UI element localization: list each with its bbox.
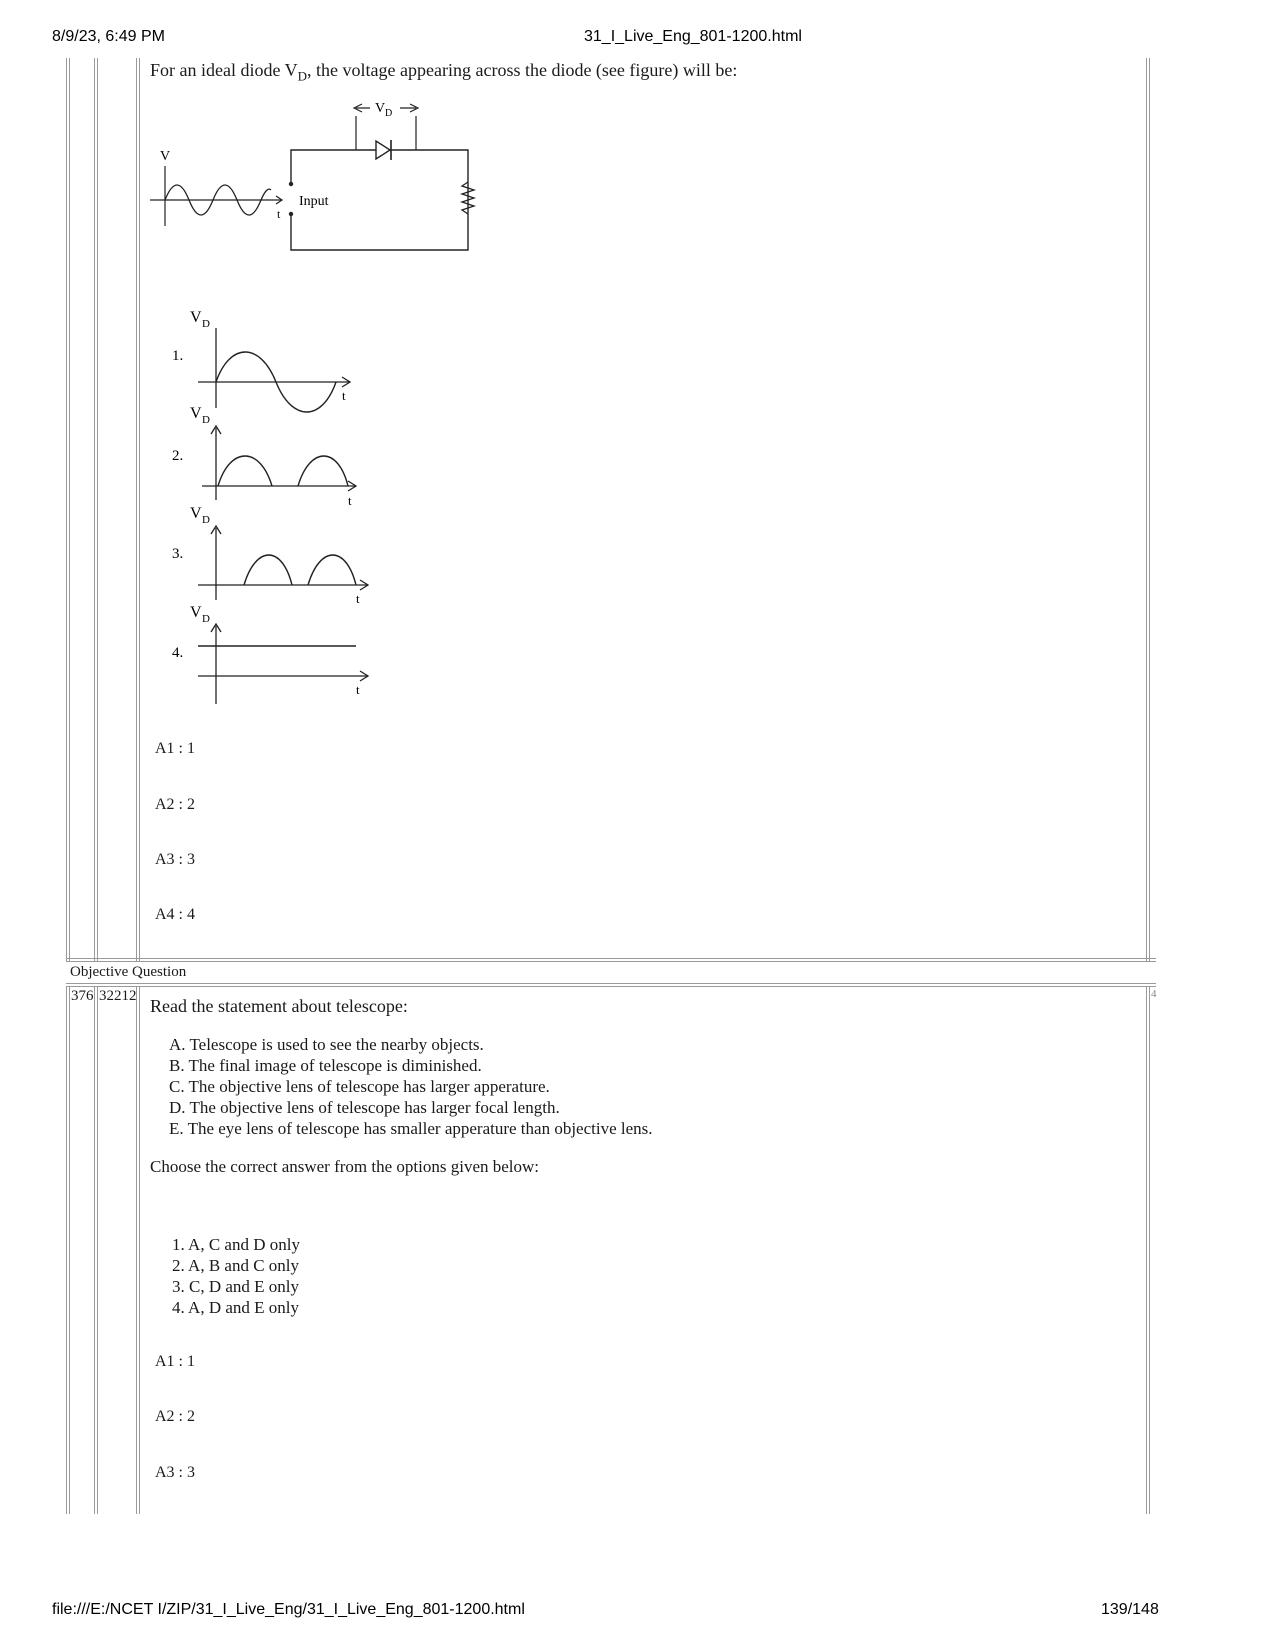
question-text: For an ideal diode $V_D$, the voltage appearing across the diode (see figure) will be: [150,60,738,84]
choice-item: 3. C, D and E only [172,1277,300,1296]
answer-option: A2 : 2 [155,796,195,813]
edge-mark: 4 [1151,988,1157,1000]
answer-option: A4 : 4 [155,906,195,923]
svg-text:t: t [277,207,281,221]
vd-label: V [375,101,386,116]
print-file-path: file:///E:/NCET I/ZIP/31_I_Live_Eng/31_I_Live_Eng_801-1200.html [52,1601,525,1618]
statement-item: B. The final image of telescope is diminished. [169,1056,482,1075]
option-4-number: 4. [172,645,184,661]
table-border [69,986,70,1514]
statement-item: E. The eye lens of telescope has smaller apperature than objective lens. [169,1119,653,1138]
svg-text:t: t [356,591,360,606]
table-border [1149,58,1150,962]
circuit-figure [140,90,500,260]
v-axis-label: V [160,149,171,164]
svg-text:D: D [202,613,210,625]
answer-option: A2 : 2 [155,1408,195,1425]
table-border [94,58,95,962]
svg-text:V: V [190,405,202,422]
statement-item: A. Telescope is used to see the nearby objects. [169,1035,484,1054]
table-border [97,58,98,962]
table-border [139,986,140,1514]
table-border [66,983,1156,984]
table-border [66,986,67,1514]
option-3-number: 3. [172,546,184,562]
table-border [97,986,98,1514]
option-2-wave [218,456,272,486]
svg-text:t: t [356,682,360,697]
svg-text:V: V [190,604,202,621]
question-prompt: Choose the correct answer from the options given below: [150,1157,540,1176]
table-border [66,961,1156,962]
print-doc-title: 31_I_Live_Eng_801-1200.html [584,28,802,45]
option-2-number: 2. [172,448,184,464]
table-border [66,958,1156,959]
table-border [66,986,1156,987]
table-border [1149,986,1150,1514]
statement-item: C. The objective lens of telescope has larger apperature. [169,1077,550,1096]
table-border [1146,58,1147,962]
question-id: 32212 [99,988,137,1004]
answer-option: A3 : 3 [155,1464,195,1481]
svg-text:V: V [190,309,202,326]
section-label: Objective Question [70,964,187,980]
answer-option: A1 : 1 [155,740,195,757]
option-1-number: 1. [172,348,184,364]
svg-text:t: t [348,493,352,508]
table-border [136,986,137,1514]
svg-text:t: t [342,388,346,403]
choice-item: 1. A, C and D only [172,1235,300,1254]
input-label: Input [299,194,329,209]
question-serial: 376 [71,988,94,1004]
diode-icon [376,141,390,159]
table-border [136,58,137,962]
svg-text:D: D [202,318,210,330]
print-page-indicator: 139/148 [1101,1601,1159,1618]
table-border [66,58,67,962]
choice-item: 2. A, B and C only [172,1256,300,1275]
svg-text:D: D [202,514,210,526]
print-datetime: 8/9/23, 6:49 PM [52,28,165,45]
table-border [69,58,70,962]
question-intro: Read the statement about telescope: [150,996,408,1016]
table-border [94,986,95,1514]
answer-option: A1 : 1 [155,1353,195,1370]
svg-text:V: V [190,505,202,522]
choice-item: 4. A, D and E only [172,1298,300,1317]
table-border [1146,986,1147,1514]
answer-option: A3 : 3 [155,851,195,868]
option-graphs [160,300,400,710]
svg-text:D: D [202,414,210,426]
statement-item: D. The objective lens of telescope has larger focal length. [169,1098,560,1117]
svg-text:D: D [385,108,393,119]
option-3-wave [244,555,292,585]
